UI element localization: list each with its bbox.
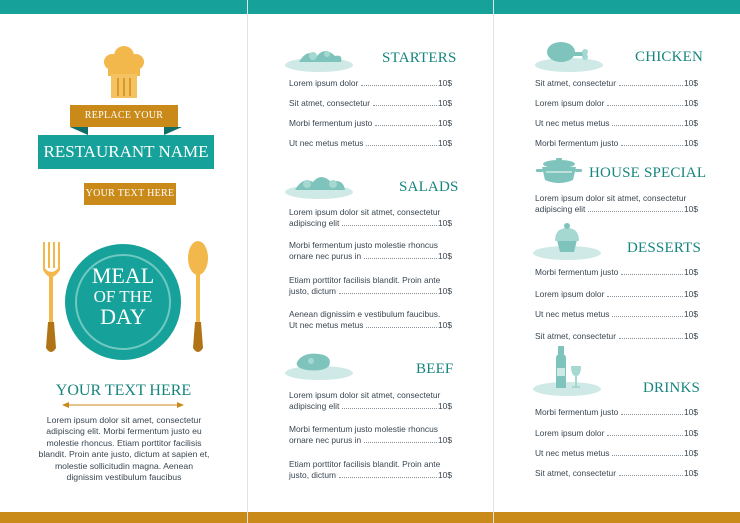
- chef-hat-icon: [103, 44, 145, 100]
- ribbon-top: [70, 105, 178, 127]
- menu-item-text: Lorem ipsum dolor: [535, 428, 605, 438]
- menu-item-text: Etiam porttitor facilisis blandit. Proin ante: [289, 275, 441, 285]
- menu-item-price: 10$: [438, 320, 452, 331]
- menu-item: [289, 207, 452, 230]
- menu-item-line: [289, 286, 452, 297]
- menu-item-price: 10$: [684, 468, 698, 478]
- menu-item-line: [535, 138, 698, 149]
- dot-leader: [366, 145, 437, 146]
- bottom-color-band: [0, 512, 740, 523]
- section-title-house-special: HOUSE SPECIAL: [589, 165, 707, 181]
- section-title-chicken: CHICKEN: [635, 49, 704, 65]
- menu-item-text: Lorem ipsum dolor sit atmet, consectetur: [289, 207, 441, 217]
- chicken-leg-icon: [533, 40, 605, 72]
- menu-item-price: 10$: [438, 286, 452, 297]
- menu-item: [289, 459, 452, 482]
- menu-item-text: Lorem ipsum dolor: [535, 98, 605, 108]
- menu-item: [289, 138, 452, 149]
- menu-item: [289, 424, 452, 447]
- dot-leader: [612, 455, 683, 456]
- dot-leader: [342, 225, 437, 226]
- menu-item-text: Morbi fermentum justo: [535, 138, 619, 148]
- menu-item-text: Ut nec metus metus: [535, 118, 610, 128]
- salad-bowl-icon: [283, 170, 355, 200]
- menu-item-price: 10$: [684, 118, 698, 128]
- menu-item-line: [289, 435, 452, 446]
- menu-item-text: Ut nec metus metus: [535, 448, 610, 458]
- menu-item-text: Sit atmet, consectetur: [535, 468, 616, 478]
- dot-leader: [361, 85, 437, 86]
- menu-item-line: [289, 470, 452, 481]
- cover-description: Lorem ipsum dolor sit amet, consectetur adipiscing elit. Morbi fermentum justo eu molestie rhoncus. Etiam porttitor facilisis blandit. Proin ante justo, dictum at sapien et, molestie sollicitudin magna. Aenean dignissim vestibulum faucibus: [38, 415, 210, 483]
- menu-item-text: adipiscing elit: [535, 204, 586, 215]
- steak-icon: [283, 350, 355, 380]
- section-title-desserts: DESSERTS: [627, 240, 702, 256]
- menu-item-price: 10$: [684, 98, 698, 108]
- menu-item-price: 10$: [684, 407, 698, 417]
- menu-item-text: Ut nec metus metus: [289, 320, 364, 331]
- menu-item-text: Lorem ipsum dolor: [535, 289, 605, 299]
- menu-item: [535, 193, 698, 216]
- menu-item-text: Lorem ipsum dolor sit atmet, consectetur: [535, 193, 687, 203]
- fold-line-1: [247, 0, 248, 523]
- menu-item-text: Morbi fermentum justo molestie rhoncus: [289, 240, 438, 250]
- menu-item-line: [535, 331, 698, 342]
- meal-line-1: MEAL: [91, 263, 155, 288]
- menu-item-text: Aenean dignissim e vestibulum faucibus.: [289, 309, 441, 319]
- menu-item-line: [289, 309, 452, 320]
- menu-item-price: 10$: [438, 118, 452, 128]
- menu-item-price: 10$: [684, 448, 698, 458]
- menu-item-text: Lorem ipsum dolor: [289, 78, 359, 88]
- menu-item: [535, 407, 698, 418]
- menu-item: [535, 267, 698, 278]
- menu-item-line: [535, 118, 698, 129]
- menu-item-text: Lorem ipsum dolor sit atmet, consectetur: [289, 390, 441, 400]
- section-title-starters: STARTERS: [382, 50, 457, 66]
- dot-leader: [364, 258, 437, 259]
- menu-item-line: [289, 390, 452, 401]
- menu-item-text: Ut nec metus metus: [535, 309, 610, 319]
- menu-item-line: [535, 204, 698, 215]
- meal-line-2: OF THE: [93, 287, 153, 306]
- menu-item-line: [535, 407, 698, 418]
- menu-item-price: 10$: [684, 331, 698, 341]
- ribbon-main: [38, 135, 214, 169]
- dot-leader: [621, 414, 683, 415]
- menu-item: [535, 428, 698, 439]
- menu-item-text: Morbi fermentum justo: [535, 267, 619, 277]
- menu-item-text: Sit atmet, consectetur: [535, 331, 616, 341]
- menu-item-text: ornare nec purus in: [289, 435, 362, 446]
- menu-item-price: 10$: [438, 218, 452, 229]
- menu-item: [289, 275, 452, 298]
- menu-item-text: Morbi fermentum justo molestie rhoncus: [289, 424, 438, 434]
- menu-item-price: 10$: [684, 78, 698, 88]
- menu-item-line: [535, 448, 698, 459]
- menu-item-text: justo, dictum: [289, 470, 337, 481]
- menu-item-line: [289, 459, 452, 470]
- wine-bottle-icon: [531, 344, 603, 396]
- menu-item-text: adipiscing elit: [289, 218, 340, 229]
- cupcake-icon: [531, 222, 603, 260]
- menu-item-price: 10$: [684, 204, 698, 215]
- plate-badge: [65, 244, 181, 360]
- menu-item-price: 10$: [438, 435, 452, 446]
- dot-leader: [619, 338, 683, 339]
- ribbon-bottom: [84, 183, 176, 205]
- menu-item-price: 10$: [438, 470, 452, 481]
- menu-item-price: 10$: [438, 78, 452, 88]
- ribbon-top-text: REPLACE YOUR: [84, 110, 164, 121]
- menu-item-text: Etiam porttitor facilisis blandit. Proin ante: [289, 459, 441, 469]
- menu-item-price: 10$: [684, 289, 698, 299]
- menu-item-line: [535, 468, 698, 479]
- dot-leader: [364, 442, 437, 443]
- menu-item: [289, 390, 452, 413]
- dot-leader: [612, 316, 683, 317]
- menu-item: [535, 448, 698, 459]
- menu-item-text: adipiscing elit: [289, 401, 340, 412]
- dot-leader: [366, 327, 437, 328]
- ribbon-bottom-text: YOUR TEXT HERE: [85, 188, 175, 199]
- menu-item-line: [535, 78, 698, 89]
- dot-leader: [607, 296, 683, 297]
- menu-item-line: [535, 428, 698, 439]
- ribbon-fold-shadow: [38, 127, 214, 135]
- menu-item: [535, 78, 698, 89]
- menu-item-line: [289, 207, 452, 218]
- menu-item: [535, 468, 698, 479]
- menu-item-line: [289, 218, 452, 229]
- dot-leader: [621, 145, 683, 146]
- menu-item-price: 10$: [438, 138, 452, 148]
- cover-panel: [0, 14, 247, 512]
- menu-item: [535, 138, 698, 149]
- menu-item-text: Ut nec metus metus: [289, 138, 364, 148]
- menu-item-line: [289, 401, 452, 412]
- menu-item: [289, 78, 452, 89]
- fold-line-2: [493, 0, 494, 523]
- menu-item-price: 10$: [684, 428, 698, 438]
- menu-item: [289, 98, 452, 109]
- menu-item-line: [289, 251, 452, 262]
- fork-icon: [40, 240, 62, 354]
- menu-item-text: Morbi fermentum justo: [289, 118, 373, 128]
- menu-item-line: [289, 275, 452, 286]
- menu-item: [535, 331, 698, 342]
- dot-leader: [339, 477, 437, 478]
- menu-item-line: [535, 98, 698, 109]
- menu-item: [535, 309, 698, 320]
- menu-item-price: 10$: [438, 98, 452, 108]
- menu-item-line: [289, 240, 452, 251]
- dot-leader: [339, 293, 437, 294]
- menu-item-line: [289, 118, 452, 129]
- section-title-beef: BEEF: [416, 361, 454, 377]
- menu-item-text: Sit atmet, consectetur: [535, 78, 616, 88]
- menu-item-price: 10$: [438, 401, 452, 412]
- dot-leader: [588, 211, 683, 212]
- menu-item-line: [535, 289, 698, 300]
- menu-item-line: [289, 138, 452, 149]
- arrow-divider-icon: [62, 401, 184, 409]
- menu-item-line: [289, 78, 452, 89]
- menu-item-text: justo, dictum: [289, 286, 337, 297]
- cooking-pot-icon: [536, 158, 582, 186]
- dot-leader: [621, 274, 683, 275]
- menu-item: [535, 98, 698, 109]
- menu-item-price: 10$: [684, 267, 698, 277]
- menu-item-text: Sit atmet, consectetur: [289, 98, 370, 108]
- menu-item-line: [289, 320, 452, 331]
- dot-leader: [619, 85, 683, 86]
- cover-heading: YOUR TEXT HERE: [55, 382, 192, 399]
- menu-item-text: ornare nec purus in: [289, 251, 362, 262]
- menu-item-text: Morbi fermentum justo: [535, 407, 619, 417]
- menu-item-price: 10$: [684, 138, 698, 148]
- spoon-icon: [186, 240, 210, 354]
- menu-item-line: [535, 309, 698, 320]
- menu-item: [535, 118, 698, 129]
- menu-item-line: [289, 98, 452, 109]
- dot-leader: [373, 105, 437, 106]
- meal-of-the-day: [65, 264, 181, 329]
- menu-item-price: 10$: [438, 251, 452, 262]
- dot-leader: [375, 125, 437, 126]
- dot-leader: [612, 125, 683, 126]
- menu-item: [535, 289, 698, 300]
- meal-line-3: DAY: [100, 304, 146, 329]
- menu-item: [289, 309, 452, 332]
- top-color-band: [0, 0, 740, 14]
- dot-leader: [619, 475, 683, 476]
- section-title-salads: SALADS: [399, 179, 459, 195]
- salad-plate-icon: [283, 44, 355, 72]
- dot-leader: [342, 408, 437, 409]
- menu-item-price: 10$: [684, 309, 698, 319]
- dot-leader: [607, 435, 683, 436]
- menu-item-line: [535, 193, 698, 204]
- dot-leader: [607, 105, 683, 106]
- restaurant-name: RESTAURANT NAME: [43, 142, 209, 161]
- section-title-drinks: DRINKS: [643, 380, 701, 396]
- menu-item: [289, 240, 452, 263]
- menu-item-line: [289, 424, 452, 435]
- menu-item-line: [535, 267, 698, 278]
- menu-item: [289, 118, 452, 129]
